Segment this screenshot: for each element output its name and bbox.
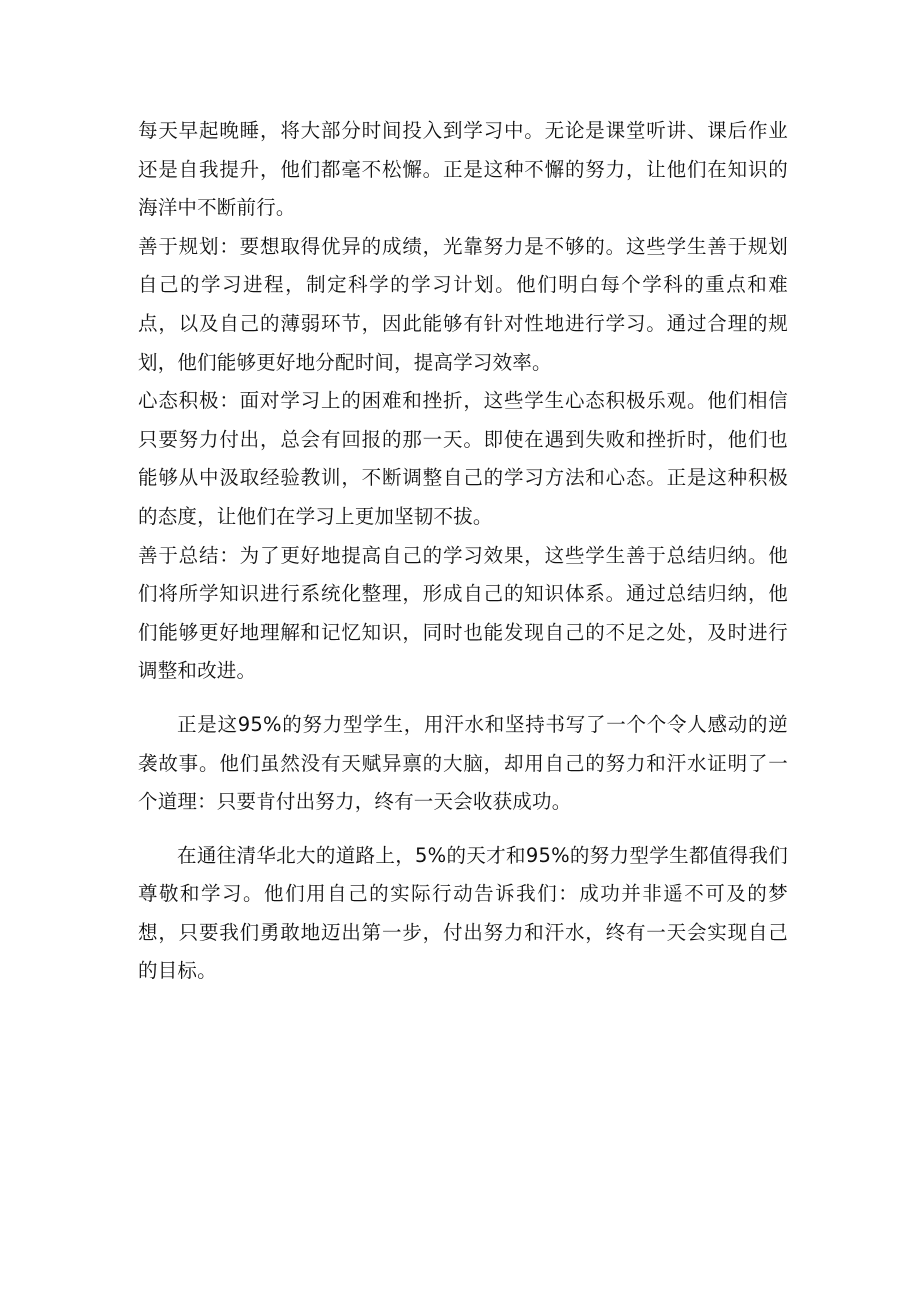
paragraph-good-summarizing: 善于总结：为了更好地提高自己的学习效果，这些学生善于总结归纳。他们将所学知识进行系统化整理，形成自己的知识体系。通过总结归纳，他们能够更好地理解和记忆知识，同时也能发现自己的不足之处，及时进行调整和改进。 (138, 543, 788, 683)
document-body (138, 112, 788, 991)
paragraph-hard-work: 每天早起晚睡，将大部分时间投入到学习中。无论是课堂听讲、课后作业还是自我提升，他们都毫不松懈。正是这种不懈的努力，让他们在知识的海洋中不断前行。 (138, 119, 788, 220)
paragraph-conclusion: 在通往清华北大的道路上，5%的天才和95%的努力型学生都值得我们尊敬和学习。他们用自己的实际行动告诉我们：成功并非遥不可及的梦想，只要我们勇敢地迈出第一步，付出努力和汗水，终有一天会实现自己的目标。 (138, 843, 788, 983)
paragraph-comeback-stories: 正是这95%的努力型学生，用汗水和坚持书写了一个个令人感动的逆袭故事。他们虽然没有天赋异禀的大脑，却用自己的努力和汗水证明了一个道理：只要肯付出努力，终有一天会收获成功。 (138, 712, 788, 814)
paragraph-positive-mindset: 心态积极：面对学习上的困难和挫折，这些学生心态积极乐观。他们相信只要努力付出，总会有回报的那一天。即使在遇到失败和挫折时，他们也能够从中汲取经验教训，不断调整自己的学习方法和心态。正是这种积极的态度，让他们在学习上更加坚韧不拔。 (138, 389, 788, 528)
paragraph-good-planning: 善于规划：要想取得优异的成绩，光靠努力是不够的。这些学生善于规划自己的学习进程，制定科学的学习计划。他们明白每个学科的重点和难点，以及自己的薄弱环节，因此能够有针对性地进行学习。通过合理的规划，他们能够更好地分配时间，提高学习效率。 (138, 234, 788, 374)
